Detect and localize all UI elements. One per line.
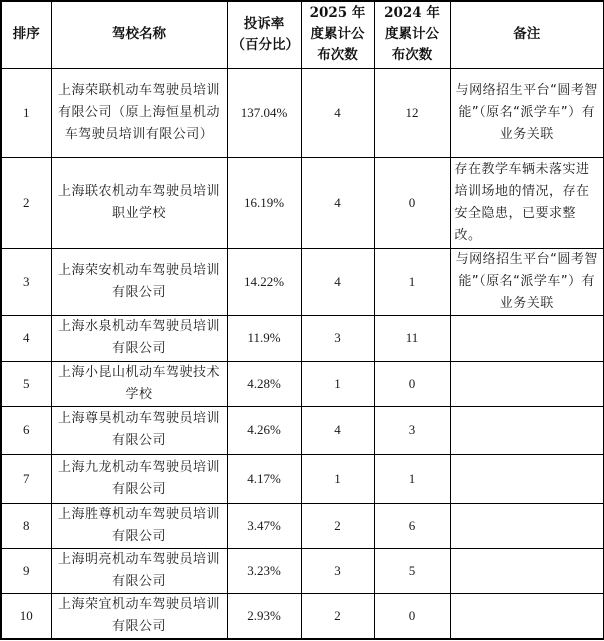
school-name-cell: 上海荣宜机动车驾驶员培训有限公司 [51, 593, 227, 639]
rank-cell: 4 [1, 315, 51, 361]
count-2024-cell: 0 [374, 361, 450, 406]
count-2025-cell: 2 [301, 503, 374, 548]
rate-cell: 4.17% [227, 454, 301, 503]
count-2025-cell: 1 [301, 454, 374, 503]
table-row [1, 593, 604, 639]
header-count-2025: 2025 年度累计公布次数 [301, 1, 374, 68]
header-row [1, 1, 604, 68]
school-name-cell: 上海荣安机动车驾驶员培训有限公司 [51, 248, 227, 315]
note-cell [450, 454, 604, 503]
header-rank: 排序 [1, 1, 51, 68]
rank-cell: 1 [1, 68, 51, 157]
table-row [1, 157, 604, 248]
table-row [1, 361, 604, 406]
table-row [1, 548, 604, 593]
note-cell [450, 548, 604, 593]
count-2025-cell: 2 [301, 593, 374, 639]
table-row [1, 248, 604, 315]
school-name-cell: 上海水泉机动车驾驶员培训有限公司 [51, 315, 227, 361]
count-2024-cell: 0 [374, 157, 450, 248]
count-2024-cell: 11 [374, 315, 450, 361]
table-row [1, 454, 604, 503]
count-2024-cell: 5 [374, 548, 450, 593]
count-2024-cell: 0 [374, 593, 450, 639]
rate-cell: 14.22% [227, 248, 301, 315]
count-2024-cell: 1 [374, 454, 450, 503]
table-row [1, 406, 604, 454]
count-2024-cell: 1 [374, 248, 450, 315]
table-row [1, 503, 604, 548]
count-2025-cell: 4 [301, 406, 374, 454]
school-name-cell: 上海九龙机动车驾驶员培训有限公司 [51, 454, 227, 503]
count-2024-cell: 6 [374, 503, 450, 548]
rank-cell: 6 [1, 406, 51, 454]
rate-cell: 16.19% [227, 157, 301, 248]
count-2025-cell: 4 [301, 248, 374, 315]
school-name-cell: 上海小昆山机动车驾驶技术学校 [51, 361, 227, 406]
note-cell: 与网络招生平台“圆考智能”（原名“派学车”）有业务关联 [450, 248, 604, 315]
table-row [1, 315, 604, 361]
note-cell [450, 593, 604, 639]
count-2025-cell: 3 [301, 315, 374, 361]
count-2024-cell: 3 [374, 406, 450, 454]
rate-cell: 2.93% [227, 593, 301, 639]
count-2025-cell: 1 [301, 361, 374, 406]
school-name-cell: 上海胜尊机动车驾驶员培训有限公司 [51, 503, 227, 548]
count-2025-cell: 4 [301, 68, 374, 157]
rank-cell: 2 [1, 157, 51, 248]
rate-cell: 4.28% [227, 361, 301, 406]
school-name-cell: 上海明亮机动车驾驶员培训有限公司 [51, 548, 227, 593]
school-name-cell: 上海荣联机动车驾驶员培训有限公司（原上海恒星机动车驾驶员培训有限公司） [51, 68, 227, 157]
rank-cell: 5 [1, 361, 51, 406]
note-cell: 存在教学车辆未落实进培训场地的情况，存在安全隐患，已要求整改。 [450, 157, 604, 248]
rate-cell: 137.04% [227, 68, 301, 157]
note-cell [450, 315, 604, 361]
rank-cell: 8 [1, 503, 51, 548]
school-name-cell: 上海尊昊机动车驾驶员培训有限公司 [51, 406, 227, 454]
note-cell [450, 361, 604, 406]
rank-cell: 9 [1, 548, 51, 593]
count-2025-cell: 4 [301, 157, 374, 248]
rate-cell: 4.26% [227, 406, 301, 454]
header-count-2024: 2024 年度累计公布次数 [374, 1, 450, 68]
header-name: 驾校名称 [51, 1, 227, 68]
rate-cell: 11.9% [227, 315, 301, 361]
rate-cell: 3.47% [227, 503, 301, 548]
note-cell [450, 406, 604, 454]
count-2024-cell: 12 [374, 68, 450, 157]
rate-cell: 3.23% [227, 548, 301, 593]
rank-cell: 7 [1, 454, 51, 503]
note-cell: 与网络招生平台“圆考智能”（原名“派学车”）有业务关联 [450, 68, 604, 157]
rank-cell: 10 [1, 593, 51, 639]
rank-cell: 3 [1, 248, 51, 315]
school-name-cell: 上海联农机动车驾驶员培训职业学校 [51, 157, 227, 248]
table-row [1, 68, 604, 157]
count-2025-cell: 3 [301, 548, 374, 593]
note-cell [450, 503, 604, 548]
header-note: 备注 [450, 1, 604, 68]
header-rate: 投诉率（百分比） [227, 1, 301, 68]
